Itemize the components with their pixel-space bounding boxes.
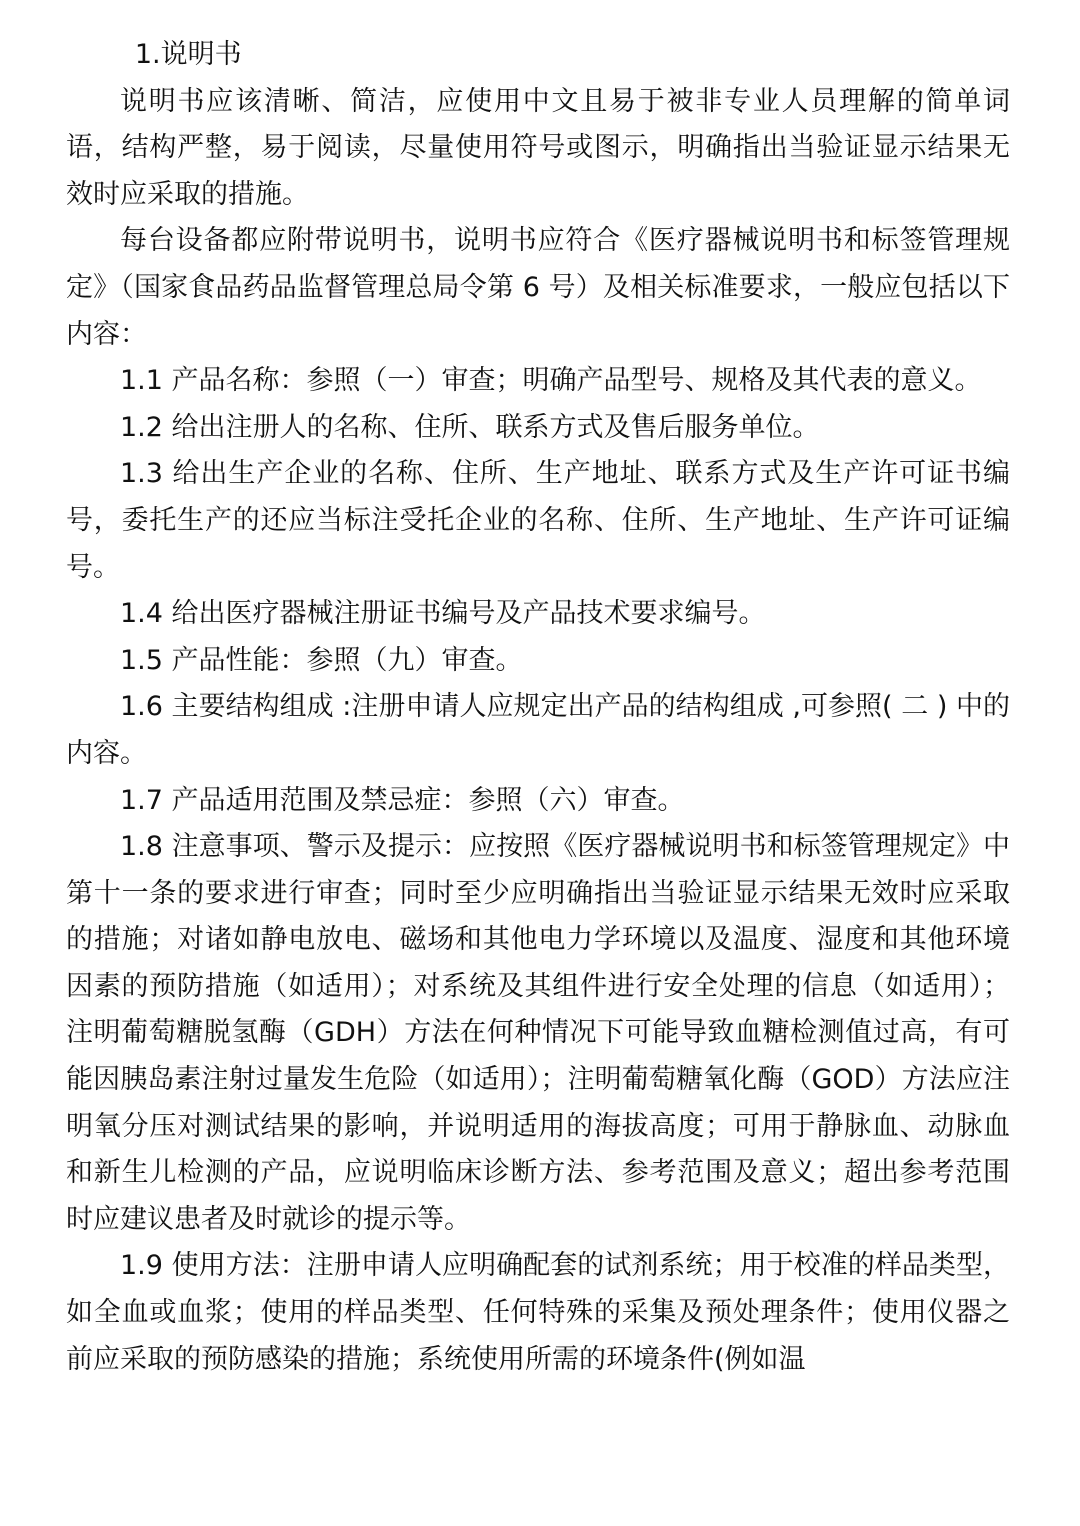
item-1-7-scope: 1.7 产品适用范围及禁忌症：参照（六）审查。 <box>120 784 685 816</box>
document-body <box>66 32 1010 1383</box>
item-1-1-product-name: 1.1 产品名称：参照（一）审查；明确产品型号、规格及其代表的意义。 <box>120 365 982 397</box>
paragraph-requirements: 每台设备都应附带说明书，说明书应符合《医疗器械说明书和标签管理规定》（国家食品药品监督管理总局令第 6 号）及相关标准要求，一般应包括以下内容： <box>66 225 1010 350</box>
item-1-9-usage: 1.9 使用方法：注册申请人应明确配套的试剂系统；用于校准的样品类型，如全血或血浆；使用的样品类型、任何特殊的采集及预处理条件；使用仪器之前应采取的预防感染的措施；系统使用所需的环境条件(例如温 <box>66 1250 1010 1375</box>
item-1-2-registrant: 1.2 给出注册人的名称、住所、联系方式及售后服务单位。 <box>120 411 820 443</box>
item-1-3-manufacturer: 1.3 给出生产企业的名称、住所、生产地址、联系方式及生产许可证书编号，委托生产的还应当标注受托企业的名称、住所、生产地址、生产许可证编号。 <box>66 458 1010 583</box>
section-title: 1.说明书 <box>134 39 242 70</box>
item-1-4-certificate-number: 1.4 给出医疗器械注册证书编号及产品技术要求编号。 <box>120 598 766 630</box>
item-1-5-performance: 1.5 产品性能：参照（九）审查。 <box>120 644 523 676</box>
item-1-6-structure: 1.6 主要结构组成 :注册申请人应规定出产品的结构组成 ,可参照( 二 ) 中的内容。 <box>66 691 1010 769</box>
paragraph-intro: 说明书应该清晰、简洁，应使用中文且易于被非专业人员理解的简单词语，结构严整，易于阅读，尽量使用符号或图示，明确指出当验证显示结果无效时应采取的措施。 <box>66 85 1010 210</box>
item-1-8-precautions: 1.8 注意事项、警示及提示：应按照《医疗器械说明书和标签管理规定》中第十一条的要求进行审查；同时至少应明确指出当验证显示结果无效时应采取的措施；对诸如静电放电、磁场和其他电力学环境以及温度、湿度和其他环境因素的预防措施（如适用）；对系统及其组件进行安全处理的信息（如适用）；注明葡萄糖脱氢酶（GDH）方法在何种情况下可能导致血糖检测值过高，有可能因胰岛素注射过量发生危险（如适用）；注明葡萄糖氧化酶（GOD）方法应注明氧分压对测试结果的影响，并说明适用的海拔高度；可用于静脉血、动脉血和新生儿检测的产品，应说明临床诊断方法、参考范围及意义；超出参考范围时应建议患者及时就诊的提示等。 <box>66 831 1010 1235</box>
